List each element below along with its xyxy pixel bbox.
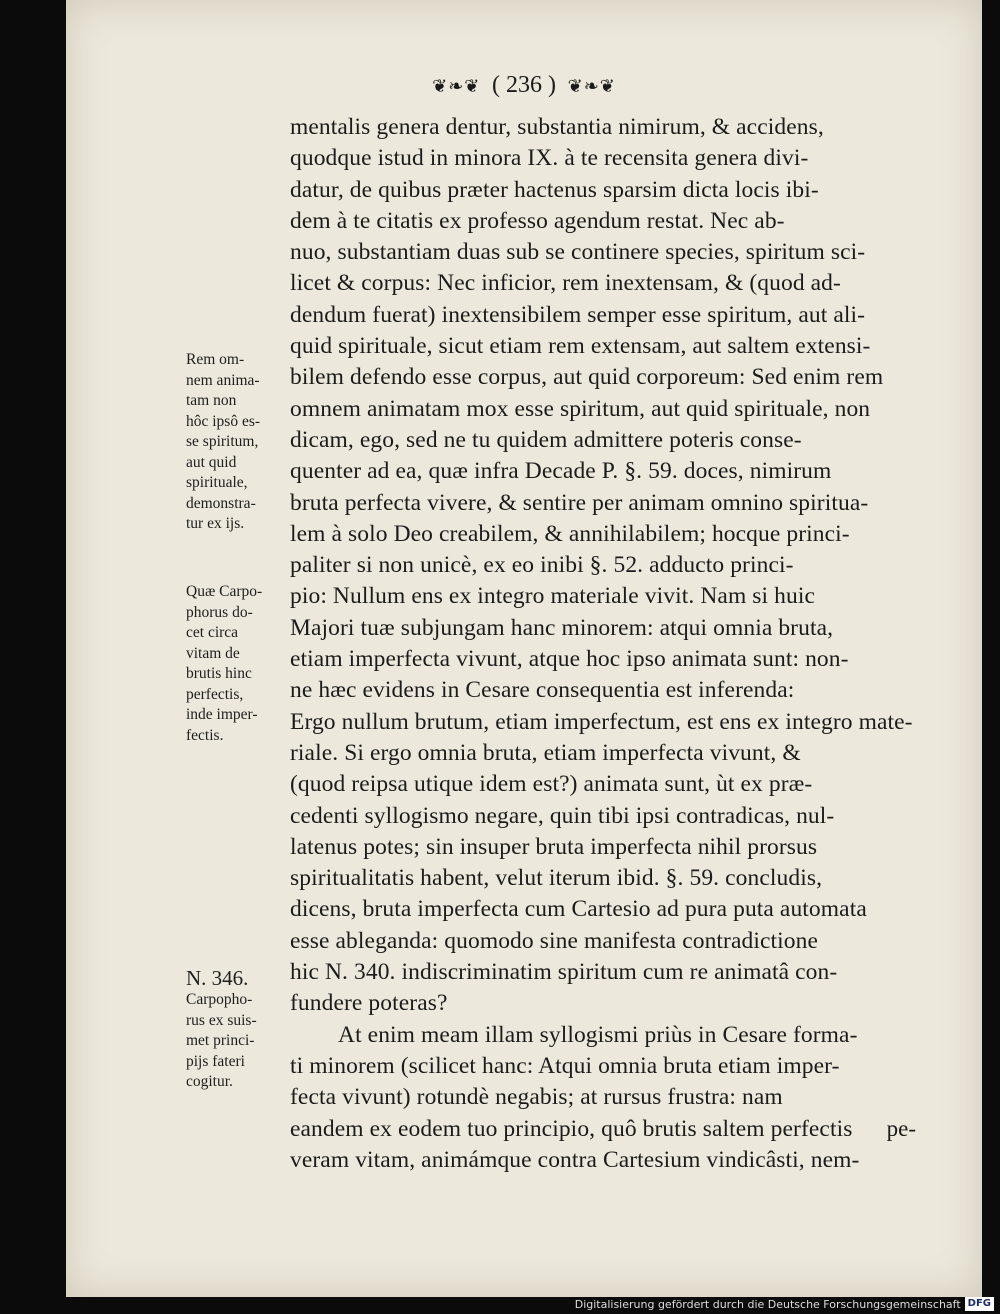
text-line: eandem ex eodem tuo principio, quô brutis saltem perfectis (290, 1115, 853, 1142)
page-number: ( 236 ) (492, 72, 556, 98)
text-line: dendum fuerat) inextensibilem semper esse spiritum, aut ali- (290, 301, 866, 328)
text-line: ti minorem (scilicet hanc: Atqui omnia bruta etiam imper- (290, 1052, 840, 1079)
text-line: fecta vivunt) rotundè negabis; at rursus frustra: nam (290, 1084, 783, 1111)
margin-note-line: rus ex suis- (186, 1011, 257, 1029)
margin-note-line: se spiritum, (186, 433, 259, 450)
margin-note-line: hôc ipsô es- (186, 412, 261, 430)
margin-note-line: pijs fateri (186, 1052, 245, 1070)
ornament-right-icon: ❦❧❦ (567, 76, 616, 97)
text-line: Ergo nullum brutum, etiam imperfectum, est ens ex integro mate- (290, 708, 913, 735)
main-text-block (290, 112, 956, 1176)
text-line: dicens, bruta imperfecta cum Cartesio ad pura puta automata (290, 896, 867, 923)
text-line: licet & corpus: Nec inficior, rem inextensam, & (quod ad- (290, 270, 841, 297)
margin-note-line: tur ex ijs. (186, 515, 245, 532)
margin-note-line: brutis hinc (186, 665, 252, 682)
text-line: dem à te citatis ex professo agendum restat. Nec ab- (290, 207, 785, 234)
margin-note-n346 (186, 966, 286, 1093)
margin-note-heading: N. 346. (186, 966, 249, 990)
text-line: pio: Nullum ens ex integro materiale vivit. Nam si huic (290, 583, 816, 610)
margin-note-line: Quæ Carpo- (186, 583, 263, 600)
catchword: pe- (886, 1116, 916, 1141)
margin-note-line: met princi- (186, 1032, 255, 1049)
text-line: mentalis genera dentur, substantia nimirum, & accidens, (290, 114, 824, 140)
margin-note-carpophorus (186, 582, 286, 746)
margin-note-line: nem anima- (186, 371, 260, 389)
text-line: esse ableganda: quomodo sine manifesta contradictione (290, 927, 819, 954)
text-line: bilem defendo esse corpus, aut quid corporeum: Sed enim rem (290, 364, 884, 391)
text-line: quenter ad ea, quæ infra Decade P. §. 59. doces, nimirum (290, 458, 832, 485)
margin-note-line: cet circa (186, 624, 239, 641)
text-line: paliter si non unicè, ex eo inibi §. 52. adducto princi- (290, 552, 794, 579)
text-line: bruta perfecta vivere, & sentire per animam omnino spiritua- (290, 489, 869, 516)
margin-note-rem-omnem (186, 350, 286, 535)
footer-credit-text: Digitalisierung gefördert durch die Deutsche Forschungsgemeinschaft (574, 1297, 961, 1311)
text-line: cedenti syllogismo negare, quin tibi ipsi contradicas, nul- (290, 802, 835, 829)
text-line: ne hæc evidens in Cesare consequentia est inferenda: (290, 677, 795, 704)
text-line: fundere poteras? (290, 990, 448, 1017)
text-line: Majori tuæ subjungam hanc minorem: atqui omnia bruta, (290, 614, 834, 641)
margin-note-line: inde imper- (186, 706, 258, 723)
text-line: dicam, ego, sed ne tu quidem admittere poteris conse- (290, 426, 802, 453)
dfg-logo-icon: DFG (965, 1297, 994, 1311)
margin-note-line: perfectis, (186, 685, 244, 703)
text-line: hic N. 340. indiscriminatim spiritum cum re animatâ con- (290, 959, 838, 986)
text-line: latenus potes; sin insuper bruta imperfecta nihil prorsus (290, 833, 818, 860)
book-page (66, 0, 982, 1297)
text-line: (quod reipsa utique idem est?) animata sunt, ùt ex præ- (290, 771, 813, 798)
ornament-left-icon: ❦❧❦ (432, 76, 481, 97)
text-line: datur, de quibus præter hactenus sparsim dicta locis ibi- (290, 176, 819, 203)
margin-note-line: spirituale, (186, 474, 248, 491)
margin-note-line: fectis. (186, 726, 224, 744)
margin-note-line: tam non (186, 392, 237, 409)
margin-note-line: demonstra- (186, 494, 256, 512)
text-line: etiam imperfecta vivunt, atque hoc ipso animata sunt: non- (290, 646, 849, 673)
text-line: quodque istud in minora IX. à te recensita genera divi- (290, 145, 809, 172)
margin-note-line: phorus do- (186, 603, 253, 621)
margin-note-line: cogitur. (186, 1073, 233, 1090)
text-line: riale. Si ergo omnia bruta, etiam imperfecta vivunt, & (290, 739, 801, 766)
text-line: omnem animatam mox esse spiritum, aut quid spirituale, non (290, 395, 871, 422)
text-line: spiritualitatis habent, velut iterum ibid. §. 59. concludis, (290, 865, 823, 892)
margin-note-line: vitam de (186, 644, 240, 662)
digitization-footer (575, 1296, 994, 1312)
text-line: lem à solo Deo creabilem, & annihilabilem; hocque princi- (290, 520, 850, 547)
margin-note-line: aut quid (186, 453, 237, 471)
text-line: At enim meam illam syllogismi priùs in Cesare forma- (338, 1021, 858, 1048)
text-line: nuo, substantiam duas sub se continere species, spiritum sci- (290, 239, 866, 266)
page-header (66, 70, 982, 99)
text-line: veram vitam, animámque contra Cartesium vindicâsti, nem- (290, 1146, 860, 1173)
margin-note-line: Rem om- (186, 351, 245, 368)
text-line: quid spirituale, sicut etiam rem extensam, aut saltem extensi- (290, 333, 871, 360)
margin-note-line: Carpopho- (186, 991, 253, 1008)
